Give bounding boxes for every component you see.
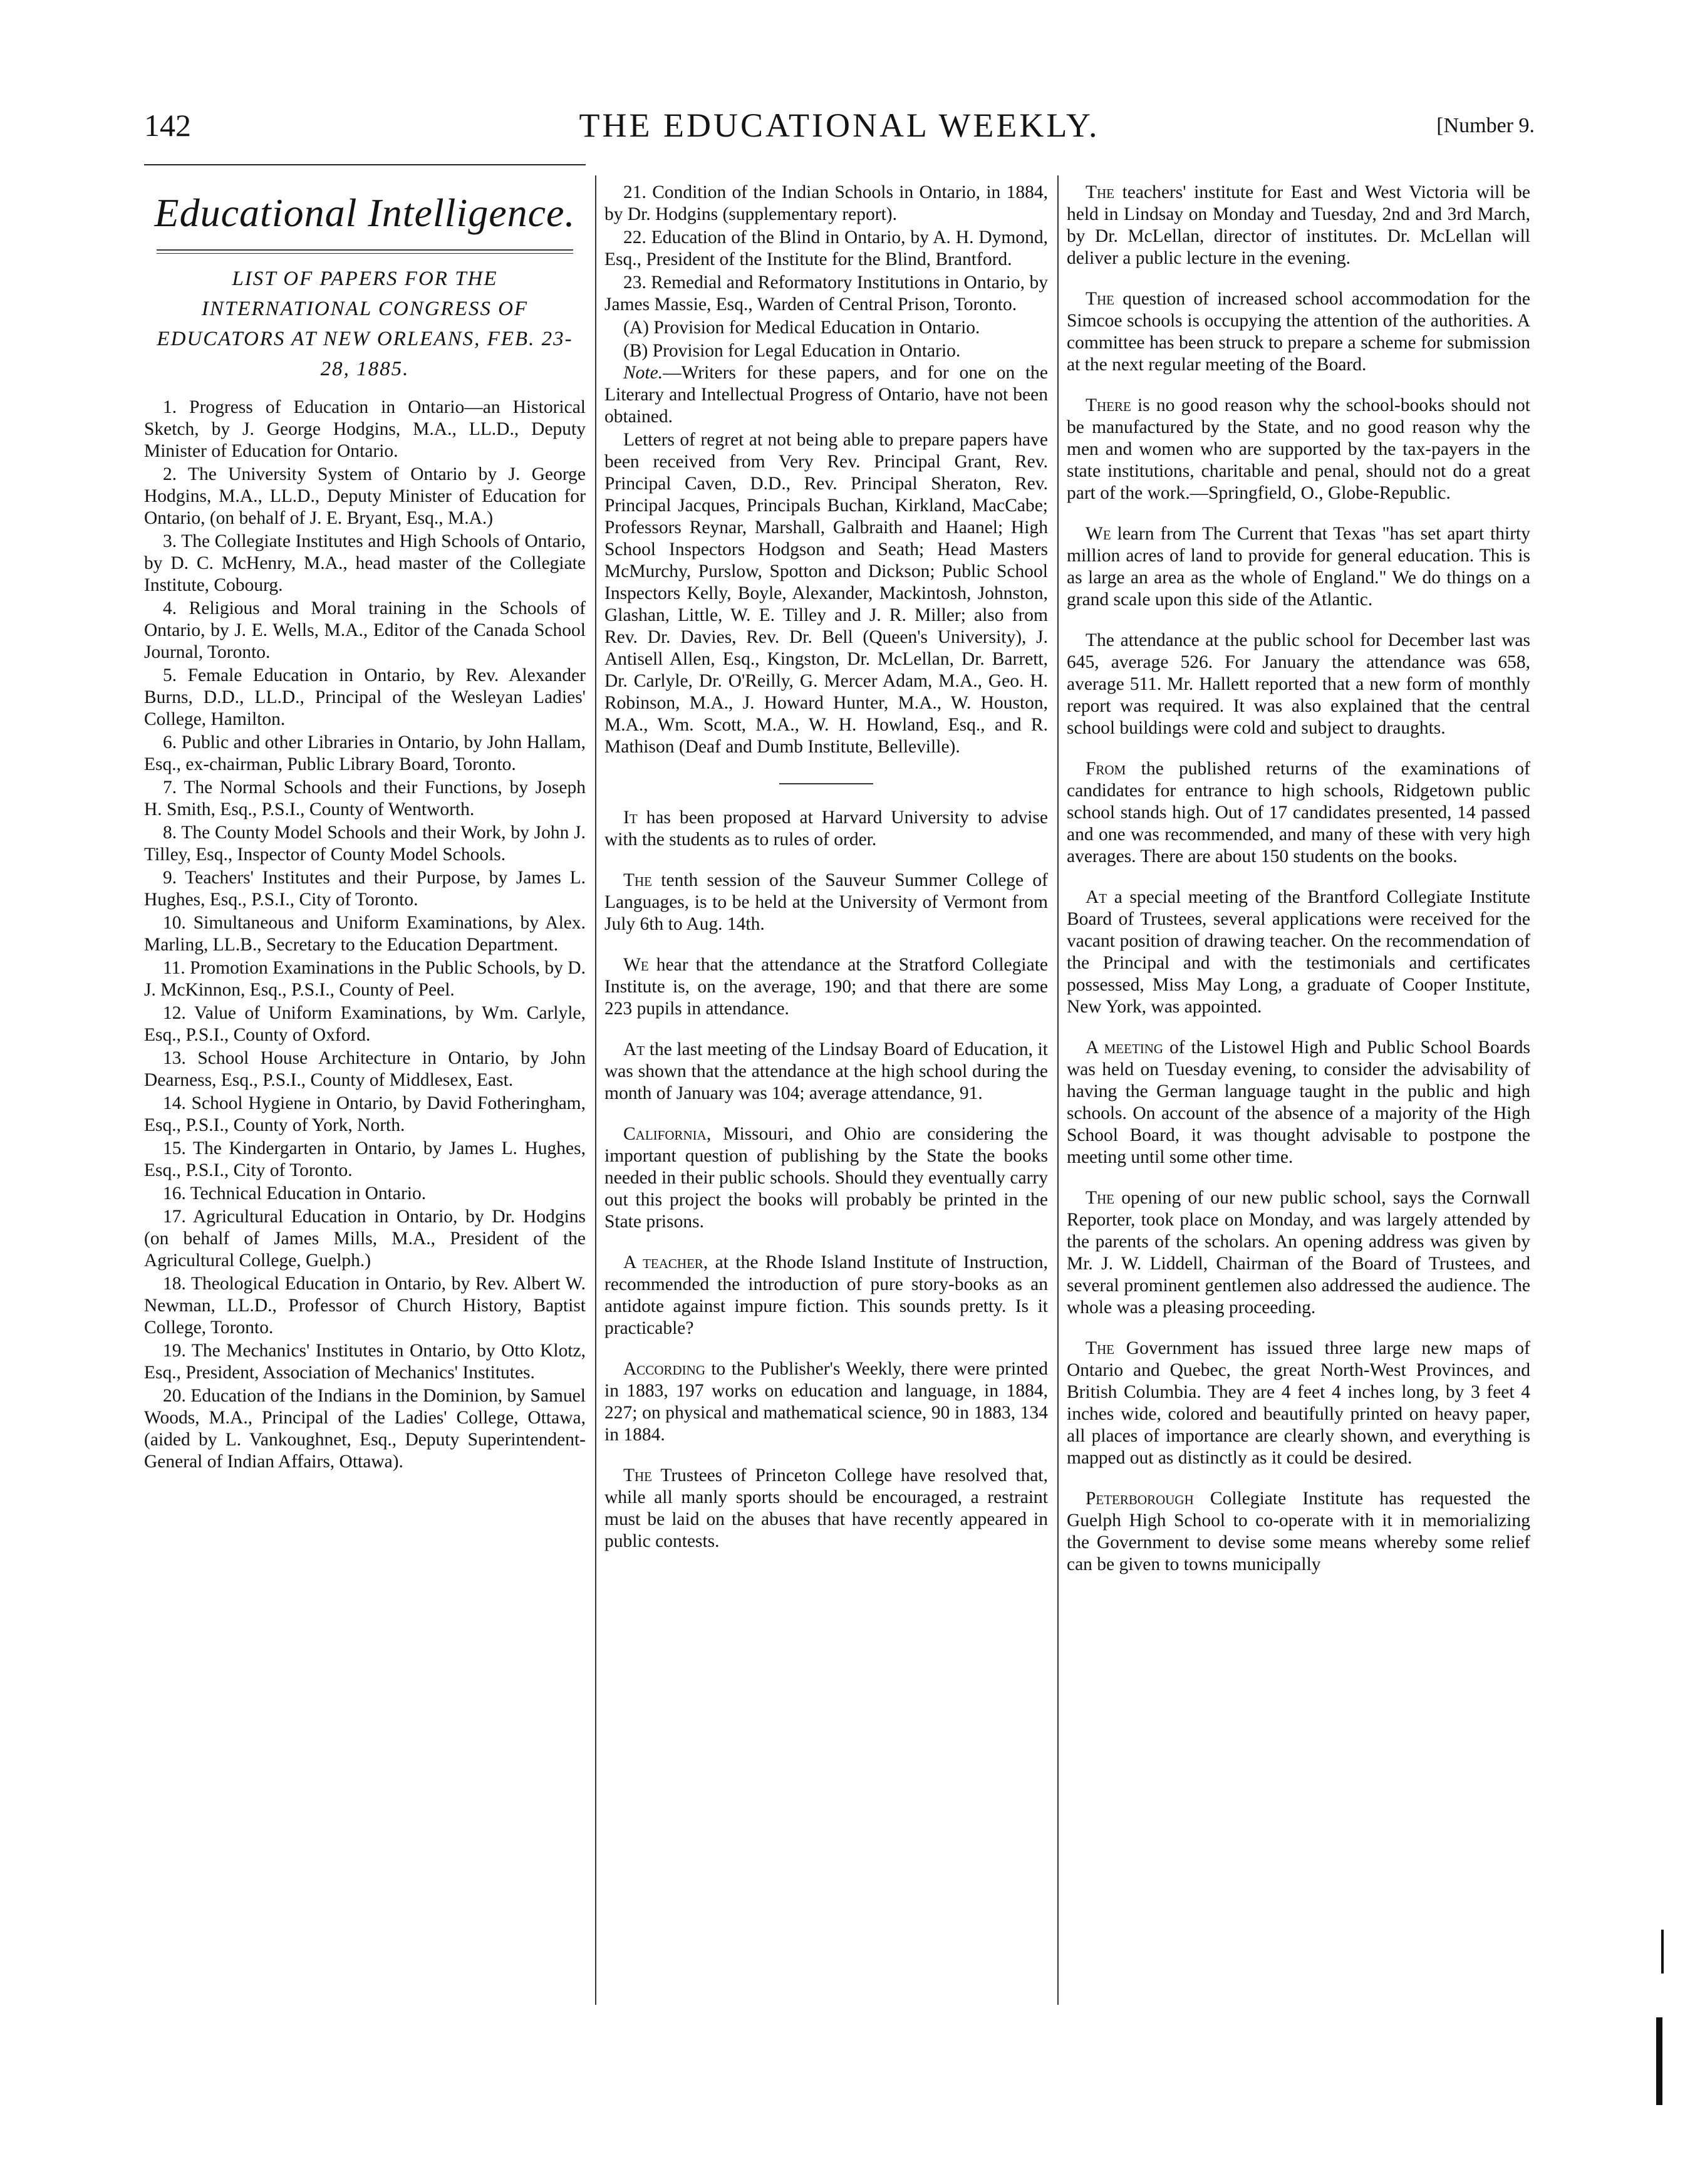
- news-item-lead: A meeting: [1086, 1037, 1164, 1058]
- paper-item: 13. School House Architecture in Ontario, by John Dearness, Esq., P.S.I., County of Middlesex, East.: [144, 1048, 586, 1090]
- paper-item: 8. The County Model Schools and their Work, by John J. Tilley, Esq., Inspector of County Model Schools.: [144, 823, 586, 865]
- paper-item: 3. The Collegiate Institutes and High Schools of Ontario, by D. C. McHenry, M.A., head master of the Collegiate Institute, Cobourg.: [144, 531, 586, 595]
- news-item: [604, 1252, 1048, 1339]
- news-item-text: has been proposed at Harvard University to advise with the students as to rules of order.: [604, 808, 1048, 850]
- news-item-lead: According: [623, 1359, 705, 1379]
- margin-mark: [1661, 1930, 1664, 1973]
- news-item-text: tenth session of the Sauveur Summer College of Languages, is to be held at the University of Vermont from July 6th to Aug. 14th.: [604, 870, 1048, 934]
- news-item-lead: At: [623, 1039, 645, 1059]
- paper-item: 14. School Hygiene in Ontario, by David Fotheringham, Esq., P.S.I., County of York, North.: [144, 1093, 586, 1135]
- news-item-text: of the Listowel High and Public School Boards was held on Tuesday evening, to consider the advisability of having the German language taught in the public and high schools. On account of the absence of a majority of the High School Board, it was thought advisable to postpone the meeting until some other time.: [1067, 1037, 1531, 1167]
- paper-item: 16. Technical Education in Ontario.: [163, 1183, 427, 1204]
- paper-item: 2. The University System of Ontario by J. George Hodgins, M.A., LL.D., Deputy Minister of Education for Ontario, (on behalf of J. E. Bryant, Esq., M.A.): [144, 464, 586, 528]
- paper-item: 23. Remedial and Reformatory Institutions in Ontario, by James Massie, Esq., Warden of Central Prison, Toronto.: [604, 273, 1048, 315]
- news-item-text: to the Publisher's Weekly, there were printed in 1883, 197 works on education and language, in 1884, 227; on physical and mathematical science, 90 in 1883, 134 in 1884.: [604, 1359, 1048, 1445]
- news-item-text: the last meeting of the Lindsay Board of Education, it was shown that the attendance at the high school during the month of January was 104; average attendance, 91.: [604, 1039, 1048, 1103]
- journal-title: THE EDUCATIONAL WEEKLY.: [579, 107, 1100, 144]
- news-item: [604, 870, 1048, 935]
- news-item: [1067, 1488, 1530, 1576]
- paper-item: 22. Education of the Blind in Ontario, by A. H. Dymond, Esq., President of the Institute for the Blind, Brantford.: [604, 227, 1048, 269]
- paper-item: 10. Simultaneous and Uniform Examinations, by Alex. Marling, LL.B., Secretary to the Education Department.: [144, 913, 586, 955]
- news-item-text: Collegiate Institute has requested the Guelph High School to co-operate with it in memorializing the Government to devise some means whereby some relief can be given to towns municipally: [1067, 1489, 1530, 1574]
- news-item-lead: The: [1086, 1338, 1115, 1358]
- news-item: [604, 1358, 1048, 1446]
- section-subheading: LIST OF PAPERS FOR THE INTERNATIONAL CONGRESS OF EDUCATORS AT NEW ORLEANS, FEB. 23-28, 1885.: [157, 268, 573, 380]
- news-item-lead: We: [623, 955, 649, 975]
- paper-item: 6. Public and other Libraries in Ontario, by John Hallam, Esq., ex-chairman, Public Library Board, Toronto.: [144, 732, 586, 774]
- note-label: Note.: [623, 363, 663, 383]
- news-item: [1067, 523, 1530, 611]
- news-item-text: is no good reason why the school-books should not be manufactured by the State, and no good reason why the men and women who are supported by the tax-payers in the state institutions, charitable and penal, should not do a great part of the work.—Springfield, O., Globe-Republic.: [1067, 395, 1530, 503]
- news-item-text: Missouri, and Ohio are considering the important question of publishing by the State the books needed in their public schools. Should they eventually carry out this project the books will probably be printed in the State prisons.: [604, 1124, 1048, 1232]
- paper-item: 12. Value of Uniform Examinations, by Wm. Carlyle, Esq., P.S.I., County of Oxford.: [144, 1003, 586, 1045]
- column-divider-1: [595, 175, 596, 2005]
- note-text: —Writers for these papers, and for one on the Literary and Intellectual Progress of Ontario, have not been obtained.: [604, 363, 1048, 427]
- news-item-text: a special meeting of the Brantford Collegiate Institute Board of Trustees, several applications were received for the vacant position of drawing teacher. On the recommendation of the Principal and with the testimonials and certificates possessed, Miss May Long, a graduate of Cooper Institute, New York, was appointed.: [1067, 887, 1530, 1017]
- news-item-lead: We: [1086, 524, 1111, 544]
- news-item: [1067, 182, 1530, 269]
- news-item-lead: The: [1086, 1188, 1115, 1208]
- news-item: [1067, 288, 1530, 376]
- header-rule: [144, 164, 586, 165]
- paper-item: 21. Condition of the Indian Schools in Ontario, in 1884, by Dr. Hodgins (supplementary report).: [604, 182, 1048, 224]
- paper-item: 20. Education of the Indians in the Dominion, by Samuel Woods, M.A., Principal of the Ladies' College, Ottawa, (aided by L. Vankoughnet, Esq., Deputy Superintendent-General of Indian Affairs, Ottawa).: [144, 1386, 586, 1472]
- news-item-lead: From: [1086, 759, 1126, 779]
- issue-number: [Number 9.: [1436, 114, 1535, 137]
- news-item: [1067, 1338, 1530, 1469]
- paper-item: (A) Provision for Medical Education in Ontario.: [623, 318, 980, 338]
- paper-item: 19. The Mechanics' Institutes in Ontario, by Otto Klotz, Esq., President, Association of Mechanics' Institutes.: [144, 1341, 586, 1383]
- news-item: [1067, 1187, 1530, 1319]
- paper-item: 11. Promotion Examinations in the Public Schools, by D. J. McKinnon, Esq., P.S.I., County of Peel.: [144, 958, 586, 1000]
- title-rule: [157, 249, 573, 254]
- news-item: [604, 807, 1048, 851]
- column-2: [604, 182, 1048, 1552]
- news-item: [1067, 758, 1530, 868]
- paper-item: (B) Provision for Legal Education in Ontario.: [623, 341, 961, 361]
- papers-list: [144, 397, 586, 1473]
- news-item-text: The attendance at the public school for December last was 645, average 526. For January the attendance was 658, average 511. Mr. Hallett reported that a new form of monthly report was required. It was also explained that the central school buildings were cold and subject to draughts.: [1067, 630, 1530, 738]
- news-item: [604, 1039, 1048, 1105]
- news-item-lead: It: [623, 808, 638, 828]
- news-item-text: Government has issued three large new maps of Ontario and Quebec, the great North-West Provinces, and British Columbia. They are 4 feet 4 inches long, by 3 feet 4 inches wide, colored and beautifully printed on heavy paper, all places of importance are clearly shown, and everything is mapped out as distinctly as it could be desired.: [1067, 1338, 1530, 1468]
- paper-item: 18. Theological Education in Ontario, by Rev. Albert W. Newman, LL.D., Professor of Church History, Baptist College, Toronto.: [144, 1274, 586, 1338]
- news-item: [604, 1465, 1048, 1552]
- news-item-text: question of increased school accommodation for the Simcoe schools is occupying the attention of the authorities. A committee has been struck to prepare a scheme for submission at the next regular meeting of the Board.: [1067, 289, 1530, 375]
- news-item-lead: The: [1086, 289, 1115, 309]
- news-items: [1067, 182, 1530, 1576]
- news-item-text: learn from The Current that Texas "has set apart thirty million acres of land to provide for general education. This is as large an area as the whole of England." We do things on a grand scale upon this side of the Atlantic.: [1067, 524, 1530, 610]
- regrets-paragraph: Letters of regret at not being able to prepare papers have been received from Very Rev. Principal Grant, Rev. Principal Caven, D.D., Rev. Principal Sheraton, Rev. Principal Jacques, Principals Buchan, Kirkland, MacCabe; Professors Reynar, Marshall, Galbraith and Haanel; High School Inspectors Hodgson and Seath; Head Masters McMurchy, Purslow, Spotton and Dickson; Public School Inspectors Kelly, Boyle, Alexander, Mackintosh, Johnston, Glashan, Little, W. E. Tilley and J. R. Miller; also from Rev. Dr. Davies, Rev. Dr. Bell (Queen's University), J. Antisell Allen, Esq., Kingston, Dr. McLellan, Dr. Barrett, Dr. Carlyle, Dr. O'Reilly, G. Mercer Adam, M.A., Geo. H. Robinson, M.A., J. Howard Hunter, M.A., W. Houston, M.A., Wm. Scott, M.A., W. H. Howland, Esq., and R. Mathison (Deaf and Dumb Institute, Belleville).: [604, 430, 1048, 757]
- paper-item: 9. Teachers' Institutes and their Purpose, by James L. Hughes, Esq., P.S.I., City of Toronto.: [144, 868, 586, 910]
- column-divider-2: [1057, 175, 1059, 2005]
- news-item: [1067, 630, 1530, 739]
- news-item-text: Trustees of Princeton College have resolved that, while all manly sports should be encouraged, a restraint must be laid on the abuses that have recently appeared in public contests.: [604, 1465, 1048, 1551]
- news-item-lead: The: [1086, 182, 1115, 202]
- news-item-lead: There: [1086, 395, 1131, 415]
- paper-item: 7. The Normal Schools and their Functions, by Joseph H. Smith, Esq., P.S.I., County of Wentworth.: [144, 777, 586, 819]
- news-item: [604, 1123, 1048, 1233]
- column-separator: [779, 783, 873, 784]
- paper-item: 17. Agricultural Education in Ontario, by Dr. Hodgins (on behalf of James Mills, M.A., President of the Agricultural College, Guelph.): [144, 1207, 586, 1271]
- news-item-text: hear that the attendance at the Stratford Collegiate Institute is, on the average, 190; and that there are some 223 pupils in attendance.: [604, 955, 1048, 1019]
- papers-list-continued: [604, 182, 1048, 362]
- paper-item: 15. The Kindergarten in Ontario, by James L. Hughes, Esq., P.S.I., City of Toronto.: [144, 1138, 586, 1180]
- news-item: [604, 954, 1048, 1020]
- page-number: 142: [144, 108, 191, 143]
- news-item-text: teachers' institute for East and West Victoria will be held in Lindsay on Monday and Tuesday, 2nd and 3rd March, by Dr. McLellan, director of institutes. Dr. McLellan will deliver a public lecture in the evening.: [1067, 182, 1530, 268]
- news-item-text: at the Rhode Island Institute of Instruction, recommended the introduction of pure story-books as an antidote against impure fiction. This sounds pretty. Is it practicable?: [604, 1252, 1048, 1338]
- news-item-lead: California,: [623, 1124, 712, 1144]
- news-item-lead: The: [623, 1465, 653, 1485]
- paper-item: 1. Progress of Education in Ontario—an Historical Sketch, by J. George Hodgins, M.A., LL.D., Deputy Minister of Education for Ontario.: [144, 397, 586, 461]
- news-item-lead: The: [623, 870, 653, 890]
- column-3: [1067, 182, 1530, 1576]
- news-item-lead: Peterborough: [1086, 1489, 1194, 1509]
- paper-item: 5. Female Education in Ontario, by Rev. Alexander Burns, D.D., LL.D., Principal of the Wesleyan Ladies' College, Hamilton.: [144, 665, 586, 729]
- news-item-text: opening of our new public school, says the Cornwall Reporter, took place on Monday, and was largely attended by the parents of the scholars. An opening address was given by Mr. J. W. Liddell, Chairman of the Board of Trustees, and several prominent gentlemen also addressed the audience. The whole was a pleasing proceeding.: [1067, 1188, 1530, 1318]
- news-item: [1067, 1037, 1530, 1168]
- news-item-text: the published returns of the examinations of candidates for entrance to high schools, Ridgetown public school stands high. Out of 17 candidates presented, 14 passed and one was recommended, and many of these with very high averages. There are about 150 students on the books.: [1067, 759, 1530, 866]
- news-item-lead: At: [1086, 887, 1107, 907]
- paper-item: 4. Religious and Moral training in the Schools of Ontario, by J. E. Wells, M.A., Editor of the Canada School Journal, Toronto.: [144, 598, 586, 662]
- margin-mark: [1656, 2017, 1662, 2105]
- note-paragraph: [604, 362, 1048, 428]
- news-item: [1067, 887, 1530, 1018]
- news-item: [1067, 395, 1530, 504]
- section-title: Educational Intelligence.: [154, 190, 576, 235]
- news-item-lead: A teacher,: [623, 1252, 708, 1272]
- column-1: [144, 182, 586, 1473]
- page-header: [144, 107, 1535, 157]
- news-items: [604, 807, 1048, 1552]
